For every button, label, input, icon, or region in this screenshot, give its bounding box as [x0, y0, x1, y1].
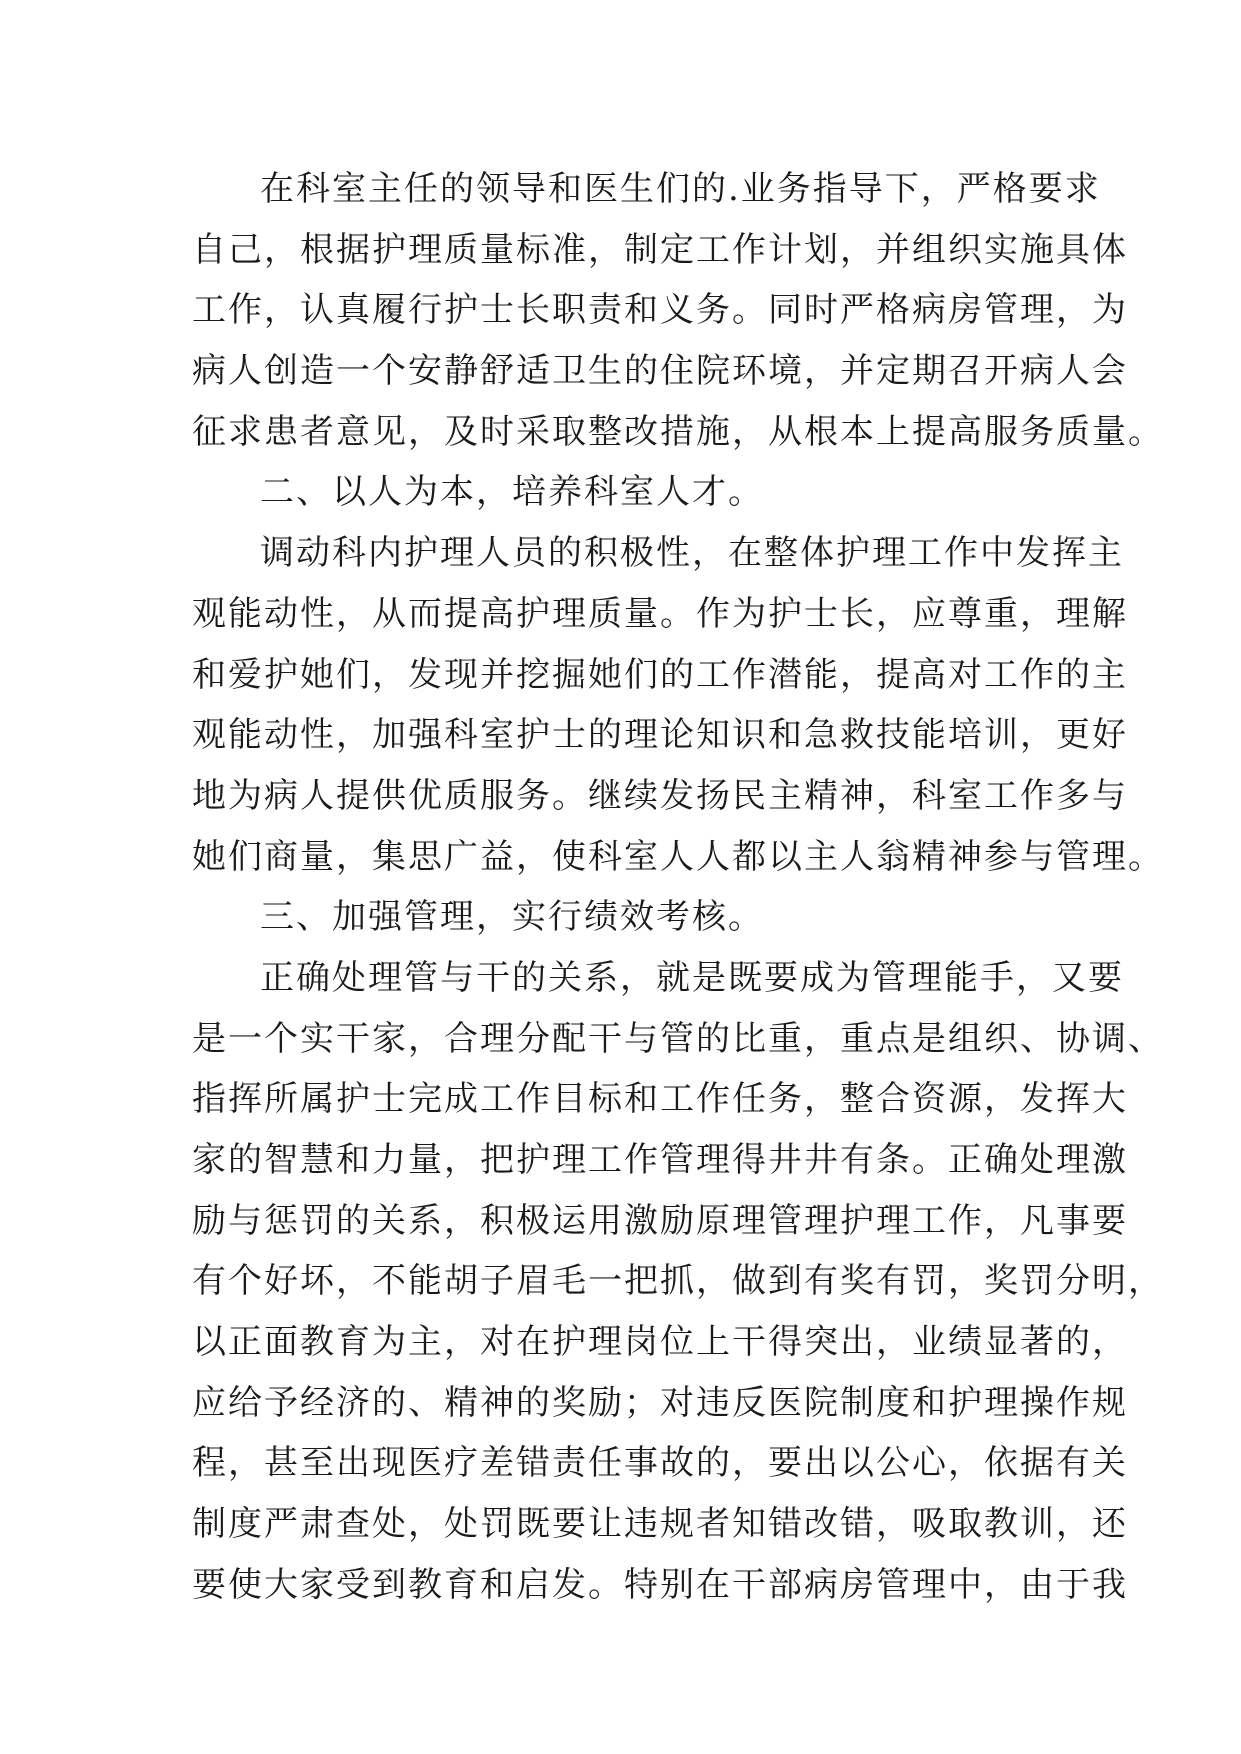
paragraph-line: 和爱护她们，发现并挖掘她们的工作潜能，提高对工作的主: [192, 654, 1128, 695]
paragraph-line: 要使大家受到教育和启发。特别在干部病房管理中，由于我: [192, 1564, 1128, 1605]
paragraph-line: 制度严肃查处，处罚既要让违规者知错改错，吸取教训，还: [192, 1504, 1128, 1545]
paragraph-line: 地为病人提供优质服务。继续发扬民主精神，科室工作多与: [192, 775, 1128, 816]
paragraph-line: 是一个实干家，合理分配干与管的比重，重点是组织、协调、: [192, 1018, 1164, 1059]
paragraph-line: 工作，认真履行护士长职责和义务。同时严格病房管理，为: [192, 290, 1128, 331]
paragraph-line: 调动科内护理人员的积极性，在整体护理工作中发挥主: [260, 533, 1124, 574]
paragraph-line: 程，甚至出现医疗差错责任事故的，要出以公心，依据有关: [192, 1443, 1128, 1484]
paragraph-line: 励与惩罚的关系，积极运用激励原理管理护理工作，凡事要: [192, 1200, 1128, 1241]
paragraph-line: 正确处理管与干的关系，就是既要成为管理能手，又要: [260, 957, 1124, 998]
paragraph-line: 指挥所属护士完成工作目标和工作任务，整合资源，发挥大: [192, 1079, 1128, 1120]
section-heading: 三、加强管理，实行绩效考核。: [260, 897, 764, 938]
paragraph-line: 病人创造一个安静舒适卫生的住院环境，并定期召开病人会: [192, 351, 1128, 392]
paragraph-line: 观能动性，从而提高护理质量。作为护士长，应尊重，理解: [192, 593, 1128, 634]
section-heading: 二、以人为本，培养科室人才。: [260, 472, 764, 513]
paragraph-line: 在科室主任的领导和医生们的.业务指导下，严格要求: [260, 169, 1101, 209]
document-body: [192, 159, 1164, 1616]
paragraph-line: 家的智慧和力量，把护理工作管理得井井有条。正确处理激: [192, 1140, 1128, 1180]
paragraph-line: 有个好坏，不能胡子眉毛一把抓，做到有奖有罚，奖罚分明，: [192, 1261, 1164, 1302]
paragraph-line: 应给予经济的、精神的奖励；对违反医院制度和护理操作规: [192, 1382, 1128, 1423]
paragraph-line: 观能动性，加强科室护士的理论知识和急救技能培训，更好: [192, 715, 1128, 756]
paragraph-line: 以正面教育为主，对在护理岗位上干得突出，业绩显著的，: [192, 1322, 1128, 1363]
paragraph-line: 征求患者意见，及时采取整改措施，从根本上提高服务质量。: [192, 411, 1164, 452]
paragraph-line: 她们商量，集思广益，使科室人人都以主人翁精神参与管理。: [192, 836, 1164, 877]
paragraph-line: 自己，根据护理质量标准，制定工作计划，并组织实施具体: [192, 229, 1128, 270]
